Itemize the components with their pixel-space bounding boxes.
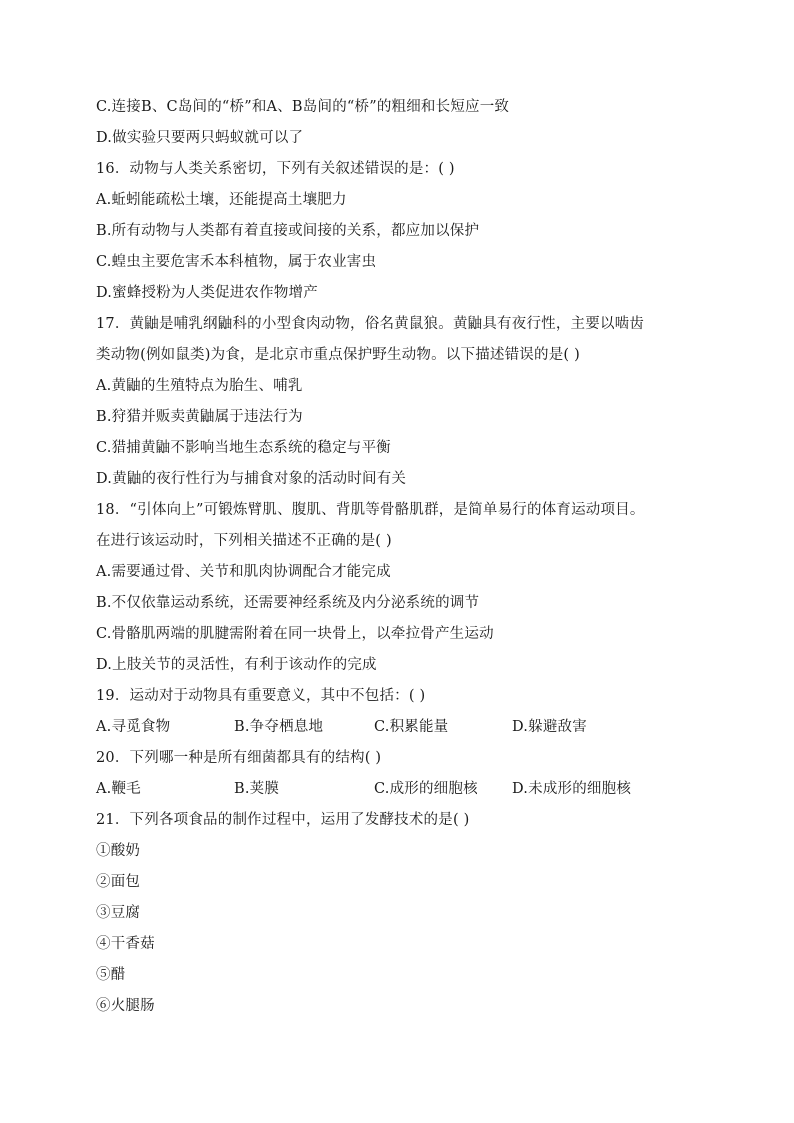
question-21-item: ①酸奶	[96, 843, 141, 859]
text-line: D.做实验只要两只蚂蚁就可以了	[96, 130, 304, 146]
question-18-option-c: C.骨骼肌两端的肌腱需附着在同一块骨上，以牵拉骨产生运动	[96, 626, 494, 642]
question-19-option-b: B.争夺栖息地	[234, 719, 324, 735]
question-16-option-a: A.蚯蚓能疏松土壤，还能提高土壤肥力	[96, 192, 347, 208]
question-17-option-c: C.猎捕黄鼬不影响当地生态系统的稳定与平衡	[96, 440, 391, 456]
question-18-option-a: A.需要通过骨、关节和肌肉协调配合才能完成	[96, 564, 391, 580]
question-18-option-b: B.不仅依靠运动系统，还需要神经系统及内分泌系统的调节	[96, 595, 480, 611]
question-16-option-c: C.蝗虫主要危害禾本科植物，属于农业害虫	[96, 254, 377, 270]
question-21-item: ③豆腐	[96, 905, 141, 921]
question-16-option-d: D.蜜蜂授粉为人类促进农作物增产	[96, 285, 318, 301]
question-19-option-d: D.躲避敌害	[512, 719, 587, 735]
question-17-stem: 17．黄鼬是哺乳纲鼬科的小型食肉动物，俗名黄鼠狼。黄鼬具有夜行性，主要以啮齿	[96, 316, 645, 332]
text-line: C.连接B、C岛间的“桥”和A、B岛间的“桥”的粗细和长短应一致	[96, 99, 510, 115]
question-17-stem-cont: 类动物(例如鼠类)为食，是北京市重点保护野生动物。以下描述错误的是( )	[96, 347, 580, 363]
question-20-option-b: B.荚膜	[234, 781, 280, 797]
question-20-options	[96, 774, 706, 805]
question-17-option-b: B.狩猎并贩卖黄鼬属于违法行为	[96, 409, 303, 425]
question-21-item: ⑥火腿肠	[96, 998, 155, 1014]
question-17-option-d: D.黄鼬的夜行性行为与捕食对象的活动时间有关	[96, 471, 407, 487]
question-19-stem: 19．运动对于动物具有重要意义，其中不包括：( )	[96, 688, 426, 704]
question-18-stem: 18．“引体向上”可锻炼臂肌、腹肌、背肌等骨骼肌群，是简单易行的体育运动项目。	[96, 502, 645, 518]
question-19-option-a: A.寻觅食物	[96, 719, 171, 735]
question-21-item: ②面包	[96, 874, 141, 890]
question-19-options	[96, 712, 706, 743]
question-20-option-d: D.未成形的细胞核	[512, 781, 632, 797]
question-20-option-c: C.成形的细胞核	[374, 781, 478, 797]
question-20-option-a: A.鞭毛	[96, 781, 141, 797]
question-16-stem: 16．动物与人类关系密切，下列有关叙述错误的是：( )	[96, 161, 455, 177]
question-21-item: ④干香菇	[96, 936, 155, 952]
question-18-option-d: D.上肢关节的灵活性，有利于该动作的完成	[96, 657, 377, 673]
question-18-stem-cont: 在进行该运动时，下列相关描述不正确的是( )	[96, 533, 392, 549]
page-content	[96, 92, 706, 1022]
question-19-option-c: C.积累能量	[374, 719, 449, 735]
question-20-stem: 20．下列哪一种是所有细菌都具有的结构( )	[96, 750, 382, 766]
question-16-option-b: B.所有动物与人类都有着直接或间接的关系，都应加以保护	[96, 223, 480, 239]
question-17-option-a: A.黄鼬的生殖特点为胎生、哺乳	[96, 378, 303, 394]
question-21-item: ⑤醋	[96, 967, 126, 983]
question-21-stem: 21．下列各项食品的制作过程中，运用了发酵技术的是( )	[96, 812, 470, 828]
